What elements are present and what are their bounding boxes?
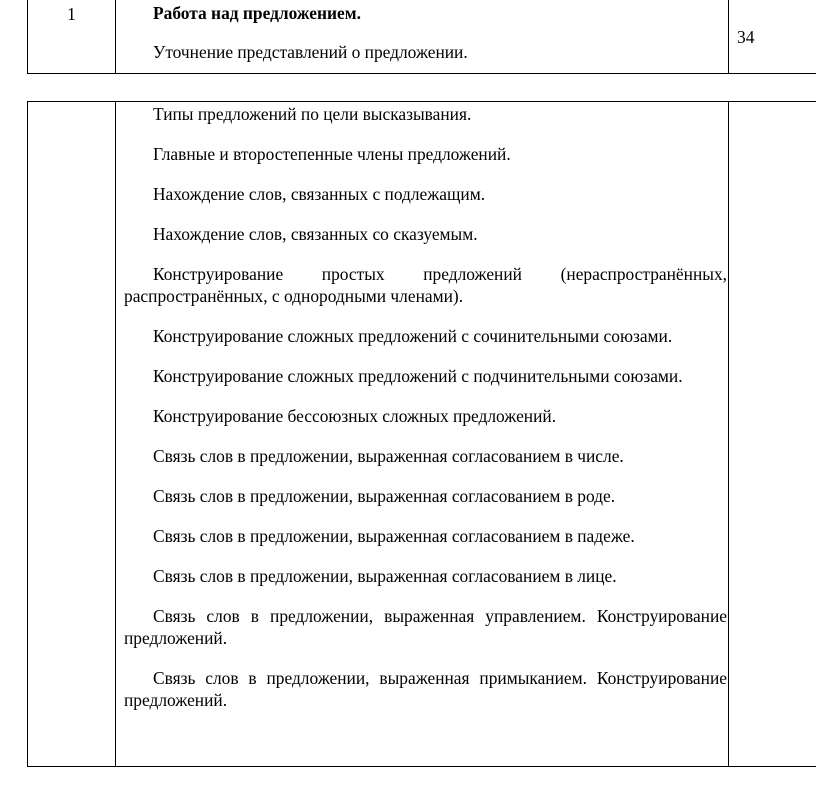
hours-cell-empty [729,102,816,767]
table-row [28,102,816,767]
program-table-header-row [27,0,816,74]
list-item: Нахождение слов, связанных со сказуемым. [153,224,478,244]
topics-list-cell [116,102,729,767]
topics-list [116,102,728,711]
list-item: Связь слов в предложении, выраженная согласованием в числе. [153,446,624,466]
list-item: Связь слов в предложении, выраженная согласованием в лице. [153,566,617,586]
list-item: Конструирование бессоюзных сложных предложений. [153,406,557,426]
hours-cell [729,0,816,74]
table-row [28,0,816,74]
section-subtitle: Уточнение представлений о предложении. [153,42,468,62]
list-item: Связь слов в предложении, выраженная согласованием в падеже. [153,526,635,546]
row-number: 1 [67,4,76,24]
list-item: Нахождение слов, связанных с подлежащим. [153,184,486,204]
list-item: Конструирование сложных предложений с подчинительными союзами. [153,366,683,386]
list-item: Конструирование простых предложений (нераспространённых, распространённых, с однородными членами). [124,264,727,306]
hours-value: 34 [737,27,755,47]
list-item: Связь слов в предложении, выраженная примыканием. Конструирование предложений. [124,668,727,710]
list-item: Главные и второстепенные члены предложений. [153,144,511,164]
number-cell-empty [28,102,116,767]
number-cell [28,0,116,74]
list-item: Связь слов в предложении, выраженная согласованием в роде. [153,486,616,506]
topic-cell [116,0,729,74]
list-item: Типы предложений по цели высказывания. [153,104,472,124]
list-item: Связь слов в предложении, выраженная управлением. Конструирование предложений. [124,606,727,648]
list-item: Конструирование сложных предложений с сочинительными союзами. [153,326,673,346]
program-table-topics [27,101,816,767]
section-title: Работа над предложением. [153,3,361,23]
